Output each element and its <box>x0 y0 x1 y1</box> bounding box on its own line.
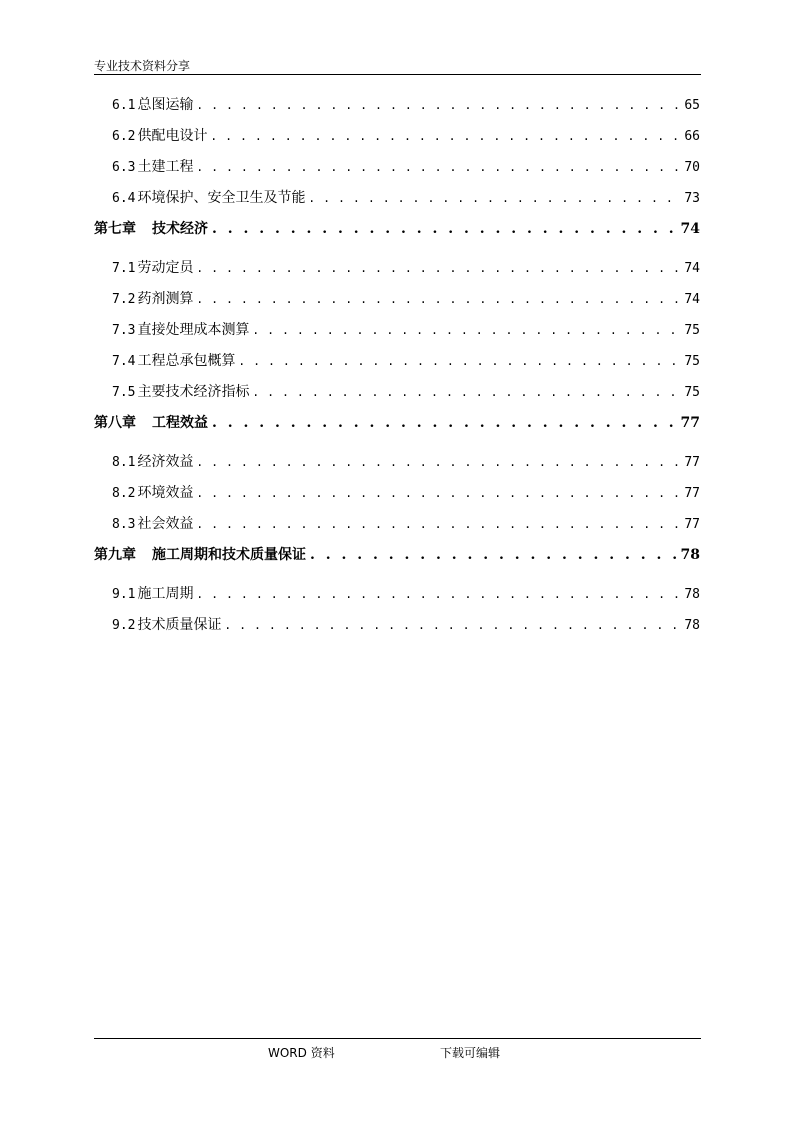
toc-dot-leader <box>310 547 677 563</box>
toc-dot-leader <box>197 516 680 532</box>
toc-entry-title: 主要技术经济指标 <box>137 384 250 400</box>
toc-entry-title: 药剂测算 <box>137 291 194 307</box>
toc-entry-title: 土建工程 <box>137 159 194 175</box>
toc-entry-title: 环境效益 <box>137 485 194 501</box>
toc-entry-page: 74 <box>680 221 700 237</box>
toc-dot-leader <box>309 190 680 206</box>
toc-entry-page: 70 <box>684 160 700 175</box>
toc-entry-page: 66 <box>684 129 700 144</box>
toc-entry-number: 7.5 <box>112 385 136 400</box>
toc-entry-number: 6.3 <box>112 160 136 175</box>
footer-left-text: WORD 资料 <box>268 1046 335 1060</box>
toc-entry-page: 78 <box>684 618 700 633</box>
toc-section-entry[interactable] <box>94 614 700 645</box>
toc-entry-number: 第七章 <box>94 221 136 237</box>
toc-entry-page: 73 <box>684 191 700 206</box>
toc-entry-page: 77 <box>684 486 700 501</box>
toc-section-entry[interactable] <box>94 319 700 350</box>
toc-section-entry[interactable] <box>94 451 700 482</box>
toc-entry-title: 劳动定员 <box>137 260 194 276</box>
toc-entry-page: 75 <box>684 354 700 369</box>
toc-entry-number: 6.2 <box>112 129 136 144</box>
toc-entry-number: 第九章 <box>94 547 136 563</box>
toc-entry-number: 7.2 <box>112 292 136 307</box>
toc-entry-title: 技术质量保证 <box>137 617 222 633</box>
toc-dot-leader <box>197 291 680 307</box>
toc-entry-title: 技术经济 <box>152 221 208 237</box>
toc-dot-leader <box>212 415 677 431</box>
toc-dot-leader <box>212 221 677 237</box>
toc-entry-number: 9.2 <box>112 618 136 633</box>
toc-entry-title: 供配电设计 <box>137 128 208 144</box>
toc-section-entry[interactable] <box>94 187 700 218</box>
page-header <box>94 56 701 75</box>
toc-dot-leader <box>197 159 680 175</box>
page-footer <box>94 1038 701 1060</box>
toc-entry-page: 77 <box>680 415 700 431</box>
toc-section-entry[interactable] <box>94 513 700 544</box>
toc-entry-number: 8.2 <box>112 486 136 501</box>
toc-entry-page: 75 <box>684 323 700 338</box>
toc-dot-leader <box>197 97 680 113</box>
toc-entry-page: 75 <box>684 385 700 400</box>
toc-entry-title: 工程总承包概算 <box>137 353 236 369</box>
toc-section-entry[interactable] <box>94 482 700 513</box>
toc-dot-leader <box>197 260 680 276</box>
toc-entry-number: 6.1 <box>112 98 136 113</box>
toc-dot-leader <box>253 322 680 338</box>
toc-section-entry[interactable] <box>94 288 700 319</box>
toc-dot-leader <box>211 128 680 144</box>
toc-entry-number: 6.4 <box>112 191 136 206</box>
toc-entry-title: 社会效益 <box>137 516 194 532</box>
toc-section-entry[interactable] <box>94 257 700 288</box>
toc-section-entry[interactable] <box>94 583 700 614</box>
toc-section-entry[interactable] <box>94 125 700 156</box>
toc-entry-page: 78 <box>680 547 700 563</box>
toc-dot-leader <box>253 384 680 400</box>
toc-entry-number: 7.4 <box>112 354 136 369</box>
toc-entry-number: 7.3 <box>112 323 136 338</box>
toc-entry-number: 8.3 <box>112 517 136 532</box>
toc-entry-number: 9.1 <box>112 587 136 602</box>
table-of-contents <box>94 94 700 645</box>
toc-entry-title: 经济效益 <box>137 454 194 470</box>
toc-entry-page: 77 <box>684 455 700 470</box>
toc-section-entry[interactable] <box>94 350 700 381</box>
toc-dot-leader <box>197 485 680 501</box>
toc-entry-title: 环境保护、安全卫生及节能 <box>137 190 306 206</box>
toc-entry-title: 施工周期和技术质量保证 <box>152 547 306 563</box>
toc-entry-page: 77 <box>684 517 700 532</box>
toc-entry-page: 65 <box>684 98 700 113</box>
toc-entry-title: 总图运输 <box>137 97 194 113</box>
toc-chapter-entry[interactable] <box>94 218 700 257</box>
toc-entry-title: 工程效益 <box>152 415 208 431</box>
toc-entry-number: 7.1 <box>112 261 136 276</box>
toc-section-entry[interactable] <box>94 94 700 125</box>
toc-entry-page: 74 <box>684 292 700 307</box>
toc-entry-number: 第八章 <box>94 415 136 431</box>
toc-chapter-entry[interactable] <box>94 412 700 451</box>
toc-dot-leader <box>239 353 680 369</box>
toc-entry-page: 78 <box>684 587 700 602</box>
footer-right-text: 下载可编辑 <box>440 1046 501 1060</box>
toc-entry-number: 8.1 <box>112 455 136 470</box>
header-text: 专业技术资料分享 <box>94 59 191 73</box>
toc-dot-leader <box>225 617 680 633</box>
toc-entry-page: 74 <box>684 261 700 276</box>
toc-chapter-entry[interactable] <box>94 544 700 583</box>
toc-section-entry[interactable] <box>94 156 700 187</box>
toc-section-entry[interactable] <box>94 381 700 412</box>
toc-dot-leader <box>197 454 680 470</box>
toc-dot-leader <box>197 586 680 602</box>
toc-entry-title: 施工周期 <box>137 586 194 602</box>
toc-entry-title: 直接处理成本测算 <box>137 322 250 338</box>
